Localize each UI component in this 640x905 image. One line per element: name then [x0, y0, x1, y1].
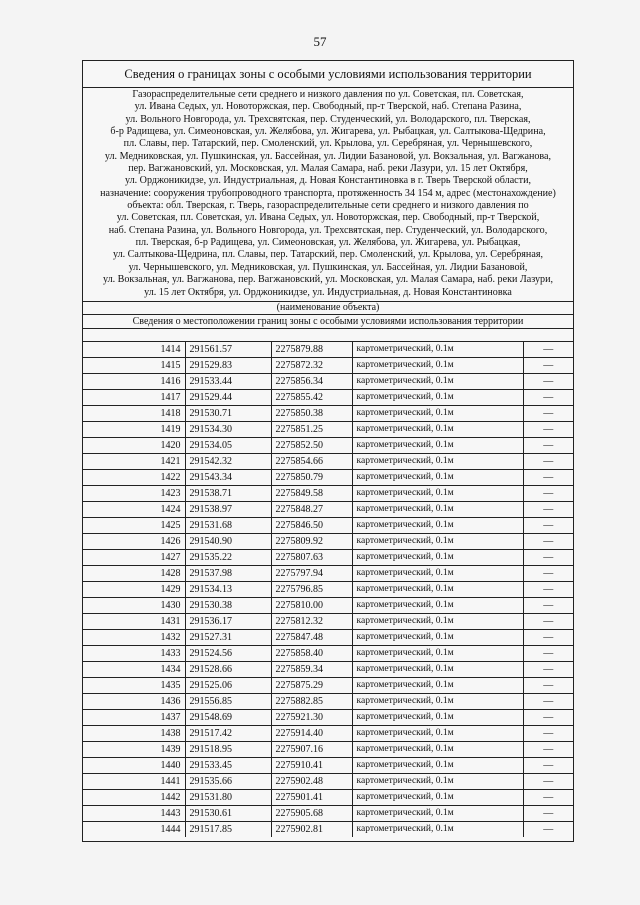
point-number: 1426 [83, 533, 185, 549]
point-number: 1439 [83, 741, 185, 757]
y-coordinate: 2275910.41 [271, 757, 352, 773]
description-line: ул. Вокзальная, ул. Вагжанова, пер. Вагжановский, ул. Московская, ул. Малая Самара, наб. реки Лазури, [102, 274, 554, 286]
description-line: наб. Степана Разина, ул. Вольного Новгорода, ул. Трехсвятская, пер. Студенческий, ул. Володарского, [108, 224, 548, 236]
table-row [83, 597, 573, 613]
x-coordinate: 291534.30 [185, 421, 271, 437]
y-coordinate: 2275812.32 [271, 613, 352, 629]
y-coordinate: 2275849.58 [271, 485, 352, 501]
note-cell: — [523, 549, 573, 565]
point-number: 1437 [83, 709, 185, 725]
y-coordinate: 2275875.29 [271, 677, 352, 693]
determination-method: картометрический, 0.1м [352, 645, 523, 661]
x-coordinate: 291524.56 [185, 645, 271, 661]
table-row [83, 661, 573, 677]
description-line: пл. Тверская, б-р Радищева, ул. Симеоновская, ул. Желябова, ул. Жигарева, ул. Рыбацкая, [135, 237, 521, 249]
description-line: ул. Советская, пл. Советская, ул. Ивана Седых, ул. Новоторжская, пер. Свободный, пр-т Тверской, [116, 212, 540, 224]
point-number: 1424 [83, 501, 185, 517]
determination-method: картометрический, 0.1м [352, 501, 523, 517]
determination-method: картометрический, 0.1м [352, 741, 523, 757]
x-coordinate: 291535.66 [185, 773, 271, 789]
y-coordinate: 2275858.40 [271, 645, 352, 661]
determination-method: картометрический, 0.1м [352, 693, 523, 709]
determination-method: картометрический, 0.1м [352, 773, 523, 789]
note-cell: — [523, 725, 573, 741]
point-number: 1414 [83, 342, 185, 358]
note-cell: — [523, 677, 573, 693]
x-coordinate: 291530.38 [185, 597, 271, 613]
point-number: 1418 [83, 405, 185, 421]
determination-method: картометрический, 0.1м [352, 437, 523, 453]
table-row [83, 549, 573, 565]
point-number: 1433 [83, 645, 185, 661]
point-number: 1415 [83, 357, 185, 373]
table-row [83, 517, 573, 533]
x-coordinate: 291533.44 [185, 373, 271, 389]
coordinates-table [83, 342, 573, 837]
description-line: ул. Салтыкова-Щедрина, пл. Славы, пер. Татарский, пер. Смоленский, ул. Крылова, ул. Серебряная, [113, 249, 543, 261]
determination-method: картометрический, 0.1м [352, 517, 523, 533]
description-line: пл. Славы, пер. Татарский, пер. Смоленский, ул. Крылова, ул. Серебряная, ул. Чернышевского, [123, 138, 533, 150]
note-cell: — [523, 357, 573, 373]
description-line: пер. Вагжановский, ул. Московская, ул. Малая Самара, наб. реки Лазури, ул. 15 лет Октября, [128, 163, 528, 175]
point-number: 1421 [83, 453, 185, 469]
note-cell: — [523, 373, 573, 389]
determination-method: картометрический, 0.1м [352, 357, 523, 373]
determination-method: картометрический, 0.1м [352, 613, 523, 629]
table-row [83, 342, 573, 358]
y-coordinate: 2275921.30 [271, 709, 352, 725]
note-cell: — [523, 469, 573, 485]
note-cell: — [523, 613, 573, 629]
table-row [83, 645, 573, 661]
y-coordinate: 2275848.27 [271, 501, 352, 517]
point-number: 1417 [83, 389, 185, 405]
note-cell: — [523, 342, 573, 358]
table-row [83, 533, 573, 549]
y-coordinate: 2275850.79 [271, 469, 352, 485]
table-row [83, 437, 573, 453]
point-number: 1431 [83, 613, 185, 629]
note-cell: — [523, 629, 573, 645]
determination-method: картометрический, 0.1м [352, 757, 523, 773]
determination-method: картометрический, 0.1м [352, 789, 523, 805]
y-coordinate: 2275851.25 [271, 421, 352, 437]
determination-method: картометрический, 0.1м [352, 805, 523, 821]
point-number: 1428 [83, 565, 185, 581]
x-coordinate: 291531.68 [185, 517, 271, 533]
determination-method: картометрический, 0.1м [352, 533, 523, 549]
table-row [83, 741, 573, 757]
y-coordinate: 2275810.00 [271, 597, 352, 613]
point-number: 1436 [83, 693, 185, 709]
note-cell: — [523, 741, 573, 757]
x-coordinate: 291528.66 [185, 661, 271, 677]
spacer-row [83, 329, 573, 342]
point-number: 1422 [83, 469, 185, 485]
x-coordinate: 291538.71 [185, 485, 271, 501]
note-cell: — [523, 437, 573, 453]
table-row [83, 421, 573, 437]
determination-method: картометрический, 0.1м [352, 549, 523, 565]
table-row [83, 389, 573, 405]
table-row [83, 693, 573, 709]
point-number: 1423 [83, 485, 185, 501]
x-coordinate: 291536.17 [185, 613, 271, 629]
note-cell: — [523, 533, 573, 549]
point-number: 1419 [83, 421, 185, 437]
description-line: б-р Радищева, ул. Симеоновская, ул. Желябова, ул. Жигарева, ул. Рыбацкая, ул. Салтыкова-Щедрина, [110, 126, 546, 138]
note-cell: — [523, 597, 573, 613]
note-cell: — [523, 645, 573, 661]
y-coordinate: 2275905.68 [271, 805, 352, 821]
point-number: 1434 [83, 661, 185, 677]
point-number: 1438 [83, 725, 185, 741]
y-coordinate: 2275902.81 [271, 821, 352, 837]
y-coordinate: 2275879.88 [271, 342, 352, 358]
location-section-header: Сведения о местоположении границ зоны с особыми условиями использования территории [83, 315, 573, 329]
point-number: 1427 [83, 549, 185, 565]
description-line: ул. Вольного Новгорода, ул. Трехсвятская, пер. Студенческий, ул. Володарского, пл. Тверская, [125, 113, 531, 125]
y-coordinate: 2275850.38 [271, 405, 352, 421]
y-coordinate: 2275914.40 [271, 725, 352, 741]
point-number: 1420 [83, 437, 185, 453]
table-row [83, 453, 573, 469]
table-row [83, 773, 573, 789]
x-coordinate: 291530.71 [185, 405, 271, 421]
table-row [83, 805, 573, 821]
note-cell: — [523, 661, 573, 677]
table-bottom [83, 837, 573, 841]
description-line: ул. Чернышевского, ул. Медниковская, ул. Пушкинская, ул. Бассейная, ул. Лидии Базановой, [128, 261, 528, 273]
note-cell: — [523, 757, 573, 773]
y-coordinate: 2275797.94 [271, 565, 352, 581]
x-coordinate: 291533.45 [185, 757, 271, 773]
point-number: 1444 [83, 821, 185, 837]
point-number: 1442 [83, 789, 185, 805]
note-cell: — [523, 693, 573, 709]
x-coordinate: 291542.32 [185, 453, 271, 469]
table-row [83, 629, 573, 645]
description-line: объекта: обл. Тверская, г. Тверь, газораспределительные сети среднего и низкого давления по [127, 200, 529, 212]
point-number: 1432 [83, 629, 185, 645]
note-cell: — [523, 405, 573, 421]
determination-method: картометрический, 0.1м [352, 821, 523, 837]
point-number: 1416 [83, 373, 185, 389]
determination-method: картометрический, 0.1м [352, 629, 523, 645]
x-coordinate: 291534.05 [185, 437, 271, 453]
y-coordinate: 2275907.16 [271, 741, 352, 757]
determination-method: картометрический, 0.1м [352, 421, 523, 437]
table-row [83, 709, 573, 725]
determination-method: картометрический, 0.1м [352, 725, 523, 741]
x-coordinate: 291531.80 [185, 789, 271, 805]
note-cell: — [523, 565, 573, 581]
y-coordinate: 2275809.92 [271, 533, 352, 549]
determination-method: картометрический, 0.1м [352, 565, 523, 581]
determination-method: картометрический, 0.1м [352, 405, 523, 421]
y-coordinate: 2275902.48 [271, 773, 352, 789]
table-row [83, 565, 573, 581]
x-coordinate: 291527.31 [185, 629, 271, 645]
y-coordinate: 2275854.66 [271, 453, 352, 469]
note-cell: — [523, 709, 573, 725]
note-cell: — [523, 805, 573, 821]
y-coordinate: 2275859.34 [271, 661, 352, 677]
determination-method: картометрический, 0.1м [352, 485, 523, 501]
note-cell: — [523, 453, 573, 469]
note-cell: — [523, 821, 573, 837]
object-description [83, 88, 573, 302]
note-cell: — [523, 581, 573, 597]
table-row [83, 789, 573, 805]
description-line: ул. Медниковская, ул. Пушкинская, ул. Бассейная, ул. Лидии Базановой, ул. Вокзальная, ул. Вагжанова, [104, 150, 552, 162]
table-row [83, 821, 573, 837]
x-coordinate: 291543.34 [185, 469, 271, 485]
table-row [83, 357, 573, 373]
table-row [83, 677, 573, 693]
description-line: ул. Ивана Седых, ул. Новоторжская, пер. Свободный, пр-т Тверской, наб. Степана Разина, [134, 101, 522, 113]
point-number: 1429 [83, 581, 185, 597]
x-coordinate: 291538.97 [185, 501, 271, 517]
x-coordinate: 291517.85 [185, 821, 271, 837]
point-number: 1441 [83, 773, 185, 789]
section-title: Сведения о границах зоны с особыми условиями использования территории [83, 61, 573, 88]
note-cell: — [523, 389, 573, 405]
x-coordinate: 291534.13 [185, 581, 271, 597]
y-coordinate: 2275882.85 [271, 693, 352, 709]
table-row [83, 405, 573, 421]
x-coordinate: 291561.57 [185, 342, 271, 358]
x-coordinate: 291530.61 [185, 805, 271, 821]
description-line: назначение: сооружения трубопроводного транспорта, протяженность 34 154 м, адрес (местонахождение) [100, 187, 556, 199]
document-frame [82, 60, 574, 842]
x-coordinate: 291535.22 [185, 549, 271, 565]
note-cell: — [523, 789, 573, 805]
point-number: 1435 [83, 677, 185, 693]
x-coordinate: 291517.42 [185, 725, 271, 741]
y-coordinate: 2275855.42 [271, 389, 352, 405]
point-number: 1440 [83, 757, 185, 773]
point-number: 1443 [83, 805, 185, 821]
determination-method: картометрический, 0.1м [352, 581, 523, 597]
description-line: ул. Орджоникидзе, ул. Индустриальная, д. Новая Константиновка в г. Тверь Тверской области, [125, 175, 531, 187]
determination-method: картометрический, 0.1м [352, 469, 523, 485]
x-coordinate: 291529.83 [185, 357, 271, 373]
determination-method: картометрический, 0.1м [352, 373, 523, 389]
determination-method: картометрический, 0.1м [352, 677, 523, 693]
description-line: Газораспределительные сети среднего и низкого давления по ул. Советская, пл. Советская, [132, 89, 524, 100]
y-coordinate: 2275807.63 [271, 549, 352, 565]
note-cell: — [523, 421, 573, 437]
table-row [83, 613, 573, 629]
table-row [83, 581, 573, 597]
table-row [83, 757, 573, 773]
point-number: 1430 [83, 597, 185, 613]
note-cell: — [523, 485, 573, 501]
table-row [83, 373, 573, 389]
description-line: ул. 15 лет Октября, ул. Орджоникидзе, ул. Индустриальная, д. Новая Константиновка [144, 286, 512, 298]
y-coordinate: 2275796.85 [271, 581, 352, 597]
y-coordinate: 2275846.50 [271, 517, 352, 533]
note-cell: — [523, 773, 573, 789]
page-number: 57 [313, 34, 327, 49]
x-coordinate: 291537.98 [185, 565, 271, 581]
y-coordinate: 2275856.34 [271, 373, 352, 389]
object-caption: (наименование объекта) [83, 302, 573, 315]
x-coordinate: 291548.69 [185, 709, 271, 725]
table-row [83, 501, 573, 517]
x-coordinate: 291540.90 [185, 533, 271, 549]
table-row [83, 725, 573, 741]
determination-method: картометрический, 0.1м [352, 661, 523, 677]
table-row [83, 485, 573, 501]
determination-method: картометрический, 0.1м [352, 389, 523, 405]
determination-method: картометрический, 0.1м [352, 597, 523, 613]
table-row [83, 469, 573, 485]
note-cell: — [523, 501, 573, 517]
determination-method: картометрический, 0.1м [352, 709, 523, 725]
x-coordinate: 291529.44 [185, 389, 271, 405]
determination-method: картометрический, 0.1м [352, 342, 523, 358]
note-cell: — [523, 517, 573, 533]
point-number: 1425 [83, 517, 185, 533]
y-coordinate: 2275872.32 [271, 357, 352, 373]
x-coordinate: 291556.85 [185, 693, 271, 709]
y-coordinate: 2275847.48 [271, 629, 352, 645]
determination-method: картометрический, 0.1м [352, 453, 523, 469]
y-coordinate: 2275852.50 [271, 437, 352, 453]
y-coordinate: 2275901.41 [271, 789, 352, 805]
x-coordinate: 291518.95 [185, 741, 271, 757]
x-coordinate: 291525.06 [185, 677, 271, 693]
